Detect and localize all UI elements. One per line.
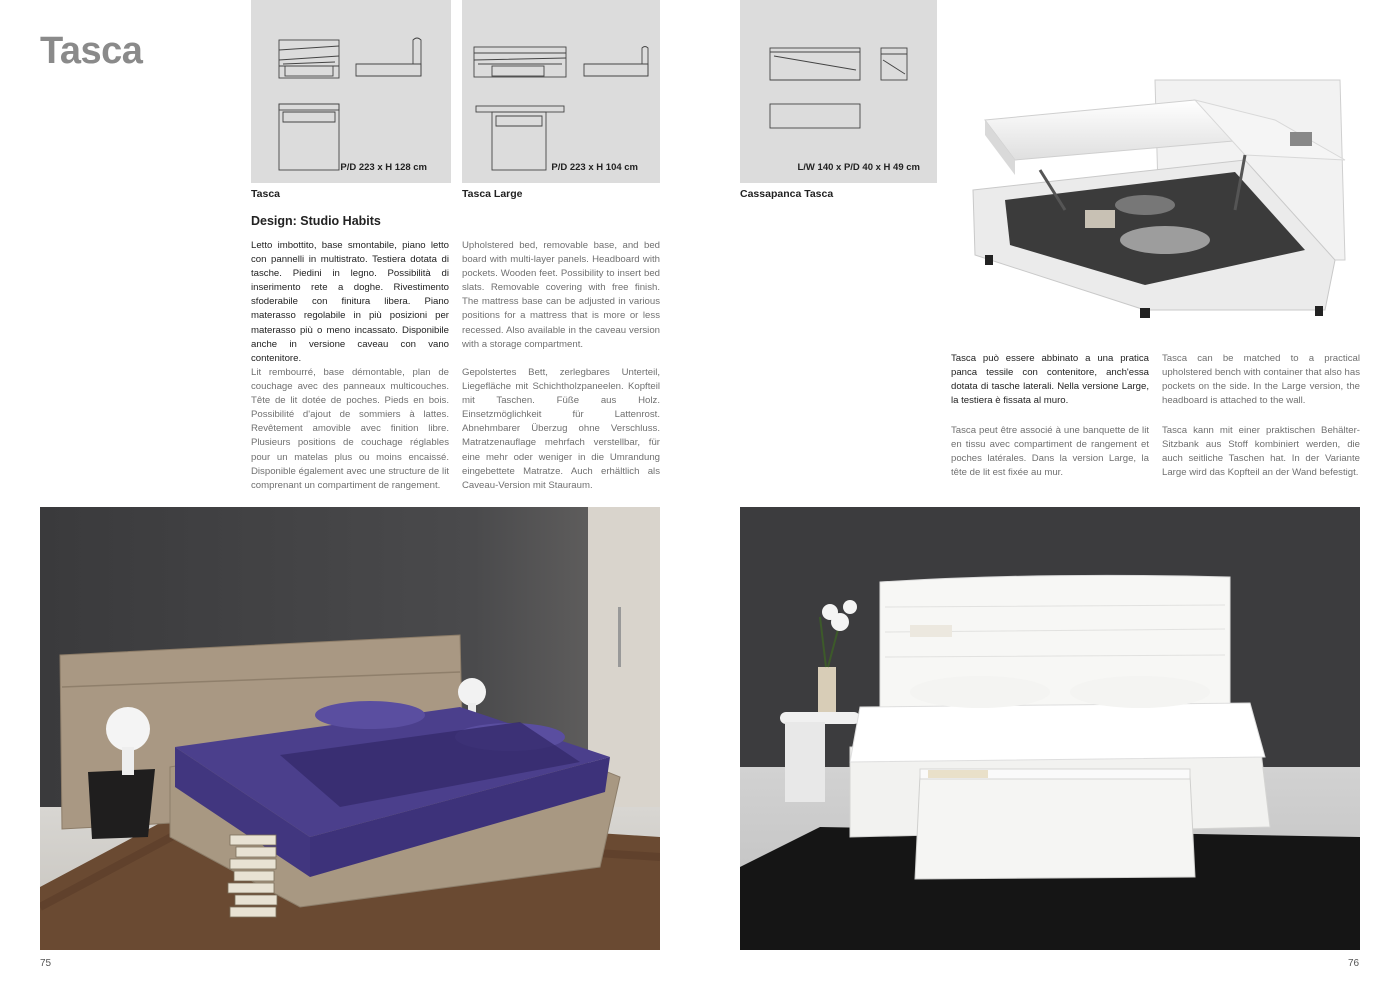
text-french: Lit rembourré, base démontable, plan de couchage avec des panneaux multicouches. Tête de lit dotée de poches. Pieds en bois. Possibilité d'ajout de sommiers à lattes. Revêtement amovible avec finition libre. Plusieurs positions de couchage réglables pour un matelas plus ou moins encaissé. Disponible également avec une structure de lit comprenant un compartiment de rangement. — [251, 367, 449, 491]
text-french-bench: Tasca peut être associé à une banquette de lit en tissu avec compartiment de rangement et poches latérales. Dans la version Large, la tête de lit est fixée au mur. — [951, 425, 1149, 479]
page-title: Tasca — [40, 30, 143, 72]
white-bed-photo — [740, 507, 1360, 950]
text-german: Gepolstertes Bett, zerlegbares Unterteil, Liegefläche mit Schichtholzpaneelen. Kopfteil mit Taschen. Füße aus Holz. Einsetzmöglichkeit für Lattenrost. Abnehmbarer Überzug ohne Verschluss. Matratzenauflage mehrfach verstellbar, für eine mehr oder weniger in die Umrandung eingebettete Matratze. Auch erhältlich als Caveau-Version mit Stauraum. — [462, 367, 660, 491]
tech-drawing-tasca-large — [462, 0, 660, 183]
dimension-label: P/D 223 x H 104 cm — [551, 162, 638, 173]
page-number-left: 75 — [40, 958, 52, 969]
text-italian-bench: Tasca può essere abbinato a una pratica panca tessile con contenitore, anch'essa dotata di tasche laterali. Nella versione Large, la testiera è fissata al muro. — [951, 353, 1149, 407]
text-german-bench: Tasca kann mit einer praktischen Behälter-Sitzbank aus Stoff kombiniert werden, die auch seitliche Taschen hat. In der Variante Large wird das Kopfteil an der Wand befestigt. — [1162, 425, 1360, 479]
dimension-label: L/W 140 x P/D 40 x H 49 cm — [797, 162, 920, 173]
model-caption-tasca-large: Tasca Large — [462, 188, 523, 200]
storage-bed-photo — [945, 60, 1385, 330]
bench-line-drawing-icon — [740, 0, 937, 183]
model-caption-tasca: Tasca — [251, 188, 280, 200]
beige-bed-photo — [40, 507, 660, 950]
tech-drawing-cassapanca — [740, 0, 937, 183]
text-italian: Letto imbottito, base smontabile, piano letto con pannelli in multistrato. Testiera dotata di tasche. Piedini in legno. Possibilità di inserimento rete a doghe. Rivestimento sfoderabile con finitura libera. Piano materasso regolabile in più posizioni per materasso più o meno incassato. Disponibile anche in versione caveau con vano contenitore. — [251, 240, 449, 364]
tech-drawing-tasca — [251, 0, 451, 183]
dimension-label: P/D 223 x H 128 cm — [340, 162, 427, 173]
bed-line-drawing-icon — [251, 0, 451, 183]
text-english-bench: Tasca can be matched to a practical upholstered bench with container that also has pockets on the side. In the Large version, the headboard is attached to the wall. — [1162, 353, 1360, 407]
bed-line-drawing-icon — [462, 0, 660, 183]
model-caption-cassapanca: Cassapanca Tasca — [740, 188, 834, 200]
text-english: Upholstered bed, removable base, and bed board with multi-layer panels. Headboard with pockets. Wooden feet. Possibility to insert bed slats. Removable covering with free finish. The mattress base can be adjusted in various positions for a mattress that is more or less recessed. Also available in the caveau version with a storage compartment. — [462, 240, 660, 350]
design-heading: Design: Studio Habits — [251, 214, 381, 228]
page-number-right: 76 — [1348, 958, 1360, 969]
